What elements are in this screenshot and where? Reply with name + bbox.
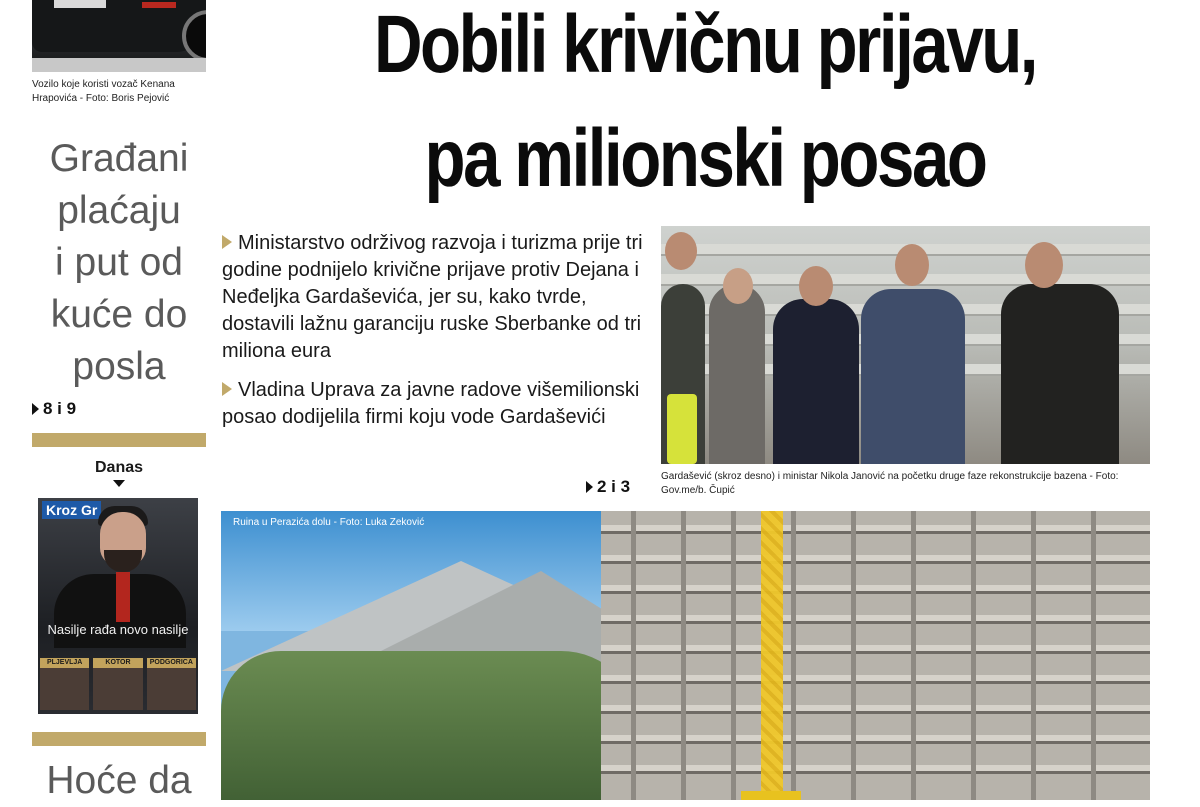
magazine-tile-label: PLJEVLJA <box>46 659 83 666</box>
page-ref-arrow-icon <box>586 481 593 493</box>
left-headline-line: i put od <box>55 241 183 284</box>
left-headline[interactable] <box>32 133 206 393</box>
story-bullets <box>222 230 652 443</box>
page-ref-arrow-icon <box>32 403 39 415</box>
story-bullet-text: Ministarstvo održivog razvoja i turizma prije tri godine podnijelo krivične prijave protiv Dejana i Neđeljka Gardaševića, jer su, kako tvrde, dostavili lažnu garanciju ruske Sberbanke od tri miliona eura <box>222 232 643 362</box>
divider-bar <box>32 732 206 746</box>
magazine-tile-label: KOTOR <box>105 659 131 666</box>
left-headline-line: kuće do <box>50 293 188 336</box>
magazine-tile-label: PODGORICA <box>149 659 193 666</box>
down-arrow-icon <box>113 480 125 487</box>
car-photo-caption: Vozilo koje koristi vozač Kenana Hrapovića - Foto: Boris Pejović <box>32 79 175 104</box>
ministers-photo <box>661 226 1150 464</box>
bullet-arrow-icon <box>222 382 232 396</box>
cover-figure-beard <box>104 550 142 572</box>
magazine-title: Kroz Gr <box>42 501 101 519</box>
magazine-tile <box>93 658 142 710</box>
main-headline-line: pa milionski posao <box>424 113 986 204</box>
magazine-cover[interactable] <box>38 498 198 714</box>
car-photo <box>32 0 206 72</box>
cover-figure-scarf <box>116 572 130 622</box>
bullet-arrow-icon <box>222 235 232 249</box>
crane <box>761 511 783 800</box>
ruin-photo <box>221 511 1150 800</box>
main-headline[interactable] <box>311 0 1098 216</box>
left-bottom-headline[interactable]: Hoće da <box>46 759 192 802</box>
story-bullet-text: Vladina Uprava za javne radove višemilionski posao dodijelila firmi koju vode Gardaševići <box>222 379 640 428</box>
left-page-ref[interactable] <box>32 399 76 419</box>
magazine-tile <box>147 658 196 710</box>
magazine-tile <box>40 658 89 710</box>
left-headline-line: posla <box>72 345 166 388</box>
today-label: Danas <box>94 459 144 476</box>
ministers-photo-caption: Gardašević (skroz desno) i ministar Nikola Janović na početku druge faze rekonstrukcije bazena - Foto: Gov.me/b. Čupić <box>661 471 1119 496</box>
main-headline-line: Dobili krivičnu prijavu, <box>373 0 1037 90</box>
ruin-photo-caption: Ruina u Perazića dolu - Foto: Luka Zeković <box>233 517 425 528</box>
magazine-subtitle: Nasilje rađa novo nasilje <box>47 622 189 637</box>
magazine-tiles <box>40 658 196 710</box>
main-page-ref-text: 2 i 3 <box>597 477 631 496</box>
left-headline-line: plaćaju <box>57 189 181 232</box>
divider-bar <box>32 433 206 447</box>
crane-base <box>741 791 801 800</box>
story-bullet <box>222 230 652 365</box>
main-page-ref[interactable] <box>586 477 630 497</box>
story-bullet <box>222 377 652 431</box>
left-page-ref-text: 8 i 9 <box>43 399 77 418</box>
left-headline-line: Građani <box>49 137 189 180</box>
